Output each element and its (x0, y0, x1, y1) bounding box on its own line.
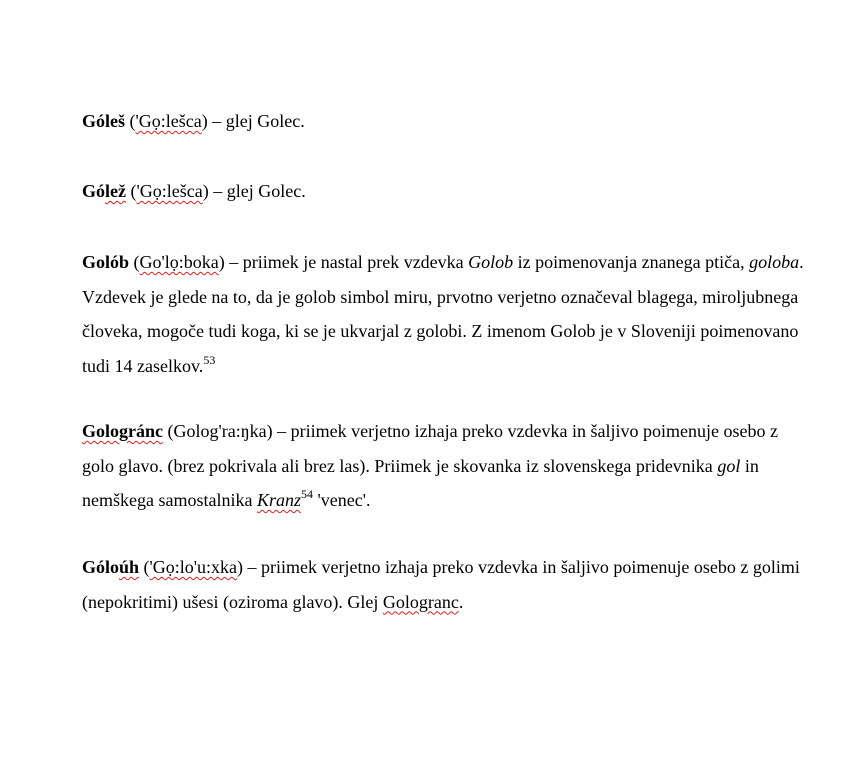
entry-italic: Kranz (256, 490, 301, 510)
footnote-ref[interactable]: 53 (203, 352, 216, 367)
entry-italic: gol (717, 455, 741, 476)
entry-pronunciation: Golog'ra:ŋka (173, 421, 267, 441)
dictionary-entry (82, 550, 812, 619)
entry-text: . (458, 591, 464, 612)
cross-reference-link[interactable]: Gologranc (382, 591, 459, 612)
entry-text: in nemškega samostalnika (82, 455, 759, 510)
entry-text: 'venec'. (312, 490, 371, 510)
pron-open: ( (129, 111, 136, 131)
entry-headword: Gologránc (82, 421, 163, 441)
entry-headword-part: Gólo (82, 557, 120, 577)
entry-headword-part: Gó (82, 181, 106, 201)
entry-headword: Góleš (82, 111, 125, 131)
dictionary-entry (82, 414, 812, 518)
pron-close: ) (237, 557, 244, 577)
pron-close: ) (266, 421, 273, 441)
pron-close: ) (218, 252, 225, 272)
dictionary-entry (82, 245, 812, 383)
entry-italic: Golob (468, 252, 514, 272)
entry-headword (82, 557, 139, 577)
entry-pronunciation: Go'lọ:boka (139, 252, 219, 272)
entry-headword (82, 181, 126, 201)
entry-headword: Golób (82, 252, 130, 272)
pron-open: ( (143, 557, 150, 577)
pron-close: ) (201, 111, 208, 131)
entry-headword-part: úh (119, 557, 140, 577)
entry-pronunciation: 'Gọ:lešca (135, 111, 202, 131)
footnote-ref[interactable]: 54 (300, 487, 313, 501)
pron-open: ( (130, 181, 137, 201)
dictionary-entry (82, 104, 812, 139)
entry-pronunciation: 'Gọ:lešca (136, 181, 203, 201)
pron-open: ( (133, 252, 140, 272)
entry-text: – priimek je nastal prek vzdevka (224, 252, 469, 272)
entry-definition: – glej Golec. (207, 111, 305, 131)
entry-definition: – glej Golec. (208, 181, 306, 201)
entry-text: – priimek verjetno izhaja preko vzdevka in šaljivo poimenuje osebo z golimi (nepokritimi) ušesi (oziroma glavo). Glej (82, 557, 800, 612)
entry-text: iz poimenovanja znanega ptiča, (513, 252, 750, 272)
entry-headword-part: lež (105, 181, 126, 201)
pron-close: ) (202, 181, 209, 201)
pron-open: ( (167, 421, 174, 441)
entry-pronunciation: 'Gọ:lo'u:xka (149, 557, 238, 577)
entry-italic: goloba (749, 252, 800, 272)
entry-text: – priimek verjetno izhaja preko vzdevka in šaljivo poimenuje osebo z golo glavo. (brez pokrivala ali brez las). Priimek je skovanka iz slovenskega pridevnika (82, 421, 778, 476)
dictionary-entry (82, 174, 812, 209)
entry-text: . Vzdevek je glede na to, da je golob simbol miru, prvotno verjetno označeval blagega, miroljubnega človeka, mogoče tudi koga, ki se je ukvarjal z golobi. Z imenom Golob je v Sloveniji poimenovano tudi 14 zaselkov. (82, 252, 804, 376)
